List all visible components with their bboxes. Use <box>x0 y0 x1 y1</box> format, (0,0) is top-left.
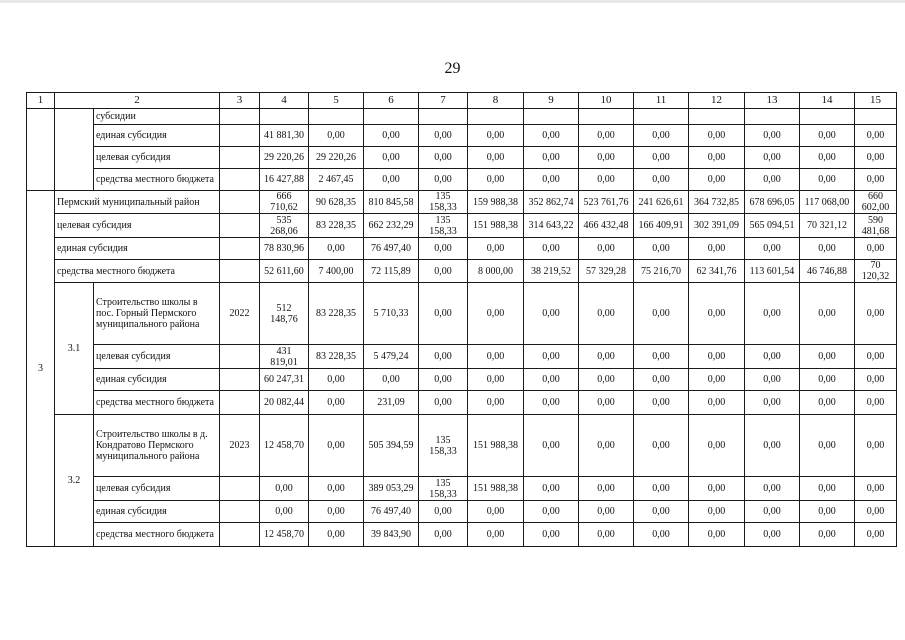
value-cell: 0,00 <box>309 523 364 547</box>
row-label: целевая субсидия <box>94 477 220 501</box>
value-cell: 52 611,60 <box>260 260 309 283</box>
year-cell <box>220 391 260 415</box>
value-cell: 39 843,90 <box>364 523 419 547</box>
table-row <box>27 191 897 214</box>
table-row <box>27 391 897 415</box>
value-cell: 0,00 <box>419 369 468 391</box>
table-row <box>27 109 897 125</box>
value-cell: 0,00 <box>364 369 419 391</box>
row-label: единая субсидия <box>55 238 220 260</box>
value-cell: 0,00 <box>800 125 855 147</box>
value-cell: 0,00 <box>524 477 579 501</box>
value-cell: 83 228,35 <box>309 283 364 345</box>
value-cell: 0,00 <box>634 501 689 523</box>
value-cell: 0,00 <box>689 345 745 369</box>
value-cell: 0,00 <box>419 345 468 369</box>
value-cell: 0,00 <box>689 238 745 260</box>
value-cell: 159 988,38 <box>468 191 524 214</box>
value-cell: 7 400,00 <box>309 260 364 283</box>
value-cell: 0,00 <box>745 369 800 391</box>
value-cell: 0,00 <box>579 283 634 345</box>
value-cell <box>364 109 419 125</box>
value-cell: 0,00 <box>468 345 524 369</box>
table-row <box>27 169 897 191</box>
value-cell: 0,00 <box>579 415 634 477</box>
value-cell: 83 228,35 <box>309 214 364 238</box>
value-cell: 0,00 <box>745 238 800 260</box>
value-cell: 0,00 <box>800 415 855 477</box>
value-cell: 0,00 <box>800 523 855 547</box>
value-cell: 151 988,38 <box>468 214 524 238</box>
value-cell <box>800 109 855 125</box>
value-cell <box>309 109 364 125</box>
value-cell: 0,00 <box>800 147 855 169</box>
table-row <box>27 214 897 238</box>
value-cell: 0,00 <box>855 147 897 169</box>
value-cell: 29 220,26 <box>260 147 309 169</box>
value-cell: 0,00 <box>579 238 634 260</box>
table-row <box>27 369 897 391</box>
value-cell <box>419 109 468 125</box>
value-cell: 0,00 <box>745 147 800 169</box>
row-label: средства местного бюджета <box>94 391 220 415</box>
top-edge <box>0 0 905 3</box>
header-cell: 5 <box>309 93 364 109</box>
value-cell <box>468 109 524 125</box>
value-cell: 0,00 <box>524 147 579 169</box>
row-label: средства местного бюджета <box>94 523 220 547</box>
header-cell: 13 <box>745 93 800 109</box>
value-cell: 0,00 <box>689 501 745 523</box>
value-cell: 0,00 <box>579 501 634 523</box>
value-cell: 0,00 <box>745 125 800 147</box>
value-cell: 0,00 <box>579 169 634 191</box>
row-number-cell <box>55 109 94 191</box>
value-cell: 0,00 <box>309 391 364 415</box>
value-cell: 0,00 <box>800 238 855 260</box>
value-cell: 8 000,00 <box>468 260 524 283</box>
header-cell: 4 <box>260 93 309 109</box>
value-cell: 38 219,52 <box>524 260 579 283</box>
value-cell: 41 881,30 <box>260 125 309 147</box>
value-cell: 135 158,33 <box>419 191 468 214</box>
value-cell: 0,00 <box>855 501 897 523</box>
header-cell: 11 <box>634 93 689 109</box>
value-cell: 0,00 <box>524 415 579 477</box>
value-cell: 0,00 <box>419 391 468 415</box>
table-row <box>27 125 897 147</box>
value-cell: 135 158,33 <box>419 415 468 477</box>
column-number-header <box>27 93 897 109</box>
value-cell: 0,00 <box>468 391 524 415</box>
value-cell <box>579 109 634 125</box>
row-label: Строительство школы в пос. Горный Пермского муниципального района <box>94 283 220 345</box>
table-row <box>27 345 897 369</box>
value-cell: 0,00 <box>634 369 689 391</box>
value-cell: 0,00 <box>364 147 419 169</box>
value-cell: 0,00 <box>634 238 689 260</box>
value-cell: 70 120,32 <box>855 260 897 283</box>
value-cell: 20 082,44 <box>260 391 309 415</box>
value-cell: 0,00 <box>579 523 634 547</box>
value-cell: 0,00 <box>309 238 364 260</box>
value-cell: 70 321,12 <box>800 214 855 238</box>
value-cell: 0,00 <box>364 169 419 191</box>
table-row <box>27 415 897 477</box>
value-cell: 0,00 <box>800 283 855 345</box>
value-cell: 0,00 <box>419 260 468 283</box>
value-cell: 0,00 <box>634 477 689 501</box>
value-cell: 0,00 <box>689 477 745 501</box>
value-cell: 0,00 <box>745 345 800 369</box>
value-cell: 0,00 <box>689 369 745 391</box>
value-cell: 135 158,33 <box>419 214 468 238</box>
value-cell: 0,00 <box>745 169 800 191</box>
value-cell: 76 497,40 <box>364 238 419 260</box>
value-cell: 117 068,00 <box>800 191 855 214</box>
value-cell: 565 094,51 <box>745 214 800 238</box>
year-cell <box>220 238 260 260</box>
value-cell: 0,00 <box>800 501 855 523</box>
row-label: Пермский муниципальный район <box>55 191 220 214</box>
value-cell: 0,00 <box>634 345 689 369</box>
value-cell: 0,00 <box>468 125 524 147</box>
value-cell: 0,00 <box>579 477 634 501</box>
value-cell: 0,00 <box>524 283 579 345</box>
value-cell: 0,00 <box>419 501 468 523</box>
value-cell: 512 148,76 <box>260 283 309 345</box>
value-cell: 113 601,54 <box>745 260 800 283</box>
value-cell: 0,00 <box>745 283 800 345</box>
value-cell: 0,00 <box>579 125 634 147</box>
value-cell: 0,00 <box>689 147 745 169</box>
value-cell: 466 432,48 <box>579 214 634 238</box>
table-row <box>27 523 897 547</box>
value-cell: 29 220,26 <box>309 147 364 169</box>
value-cell: 0,00 <box>855 477 897 501</box>
year-cell <box>220 260 260 283</box>
value-cell: 0,00 <box>419 147 468 169</box>
table-row <box>27 501 897 523</box>
row-label: средства местного бюджета <box>55 260 220 283</box>
row-label: единая субсидия <box>94 501 220 523</box>
value-cell: 151 988,38 <box>468 415 524 477</box>
year-cell <box>220 523 260 547</box>
value-cell: 662 232,29 <box>364 214 419 238</box>
table-row <box>27 147 897 169</box>
header-cell: 1 <box>27 93 55 109</box>
value-cell: 83 228,35 <box>309 345 364 369</box>
value-cell: 0,00 <box>419 523 468 547</box>
value-cell: 0,00 <box>260 501 309 523</box>
value-cell: 0,00 <box>689 391 745 415</box>
value-cell: 0,00 <box>689 283 745 345</box>
year-cell <box>220 169 260 191</box>
value-cell: 0,00 <box>468 523 524 547</box>
year-cell <box>220 125 260 147</box>
header-cell: 7 <box>419 93 468 109</box>
value-cell: 0,00 <box>419 283 468 345</box>
value-cell: 0,00 <box>634 391 689 415</box>
value-cell: 0,00 <box>689 523 745 547</box>
row-label: Строительство школы в д. Кондратово Пермского муниципального района <box>94 415 220 477</box>
value-cell: 0,00 <box>745 477 800 501</box>
year-cell: 2023 <box>220 415 260 477</box>
value-cell: 16 427,88 <box>260 169 309 191</box>
value-cell: 0,00 <box>468 283 524 345</box>
row-label: единая субсидия <box>94 125 220 147</box>
value-cell: 151 988,38 <box>468 477 524 501</box>
value-cell: 535 268,06 <box>260 214 309 238</box>
value-cell: 0,00 <box>855 169 897 191</box>
value-cell: 314 643,22 <box>524 214 579 238</box>
value-cell: 0,00 <box>579 391 634 415</box>
value-cell: 46 746,88 <box>800 260 855 283</box>
year-cell <box>220 369 260 391</box>
value-cell <box>855 109 897 125</box>
value-cell <box>634 109 689 125</box>
value-cell: 0,00 <box>745 415 800 477</box>
value-cell: 0,00 <box>855 345 897 369</box>
value-cell: 0,00 <box>524 345 579 369</box>
value-cell: 0,00 <box>309 501 364 523</box>
value-cell: 0,00 <box>745 523 800 547</box>
value-cell: 0,00 <box>634 283 689 345</box>
row-label: целевая субсидия <box>94 147 220 169</box>
year-cell <box>220 501 260 523</box>
row-label: целевая субсидия <box>55 214 220 238</box>
value-cell: 0,00 <box>309 125 364 147</box>
value-cell: 78 830,96 <box>260 238 309 260</box>
header-cell: 12 <box>689 93 745 109</box>
value-cell: 0,00 <box>309 477 364 501</box>
value-cell: 0,00 <box>579 369 634 391</box>
value-cell: 0,00 <box>579 147 634 169</box>
value-cell: 0,00 <box>524 369 579 391</box>
value-cell: 0,00 <box>855 415 897 477</box>
value-cell: 431 819,01 <box>260 345 309 369</box>
value-cell: 0,00 <box>800 369 855 391</box>
value-cell: 0,00 <box>524 125 579 147</box>
value-cell: 0,00 <box>800 345 855 369</box>
value-cell: 660 602,00 <box>855 191 897 214</box>
value-cell: 0,00 <box>468 238 524 260</box>
budget-table <box>26 92 897 547</box>
table-row <box>27 260 897 283</box>
header-cell: 6 <box>364 93 419 109</box>
value-cell <box>260 109 309 125</box>
value-cell: 0,00 <box>855 369 897 391</box>
value-cell: 0,00 <box>689 125 745 147</box>
value-cell: 810 845,58 <box>364 191 419 214</box>
year-cell: 2022 <box>220 283 260 345</box>
table-row <box>27 477 897 501</box>
table-row <box>27 283 897 345</box>
value-cell: 0,00 <box>689 169 745 191</box>
value-cell: 5 479,24 <box>364 345 419 369</box>
value-cell: 12 458,70 <box>260 415 309 477</box>
header-cell: 10 <box>579 93 634 109</box>
value-cell: 57 329,28 <box>579 260 634 283</box>
value-cell: 666 710,62 <box>260 191 309 214</box>
row-label: субсидии <box>94 109 220 125</box>
row-number-cell <box>27 109 55 191</box>
value-cell: 0,00 <box>524 169 579 191</box>
value-cell: 0,00 <box>855 391 897 415</box>
page-number: 29 <box>444 60 461 77</box>
value-cell: 241 626,61 <box>634 191 689 214</box>
value-cell: 60 247,31 <box>260 369 309 391</box>
value-cell: 0,00 <box>745 501 800 523</box>
value-cell: 2 467,45 <box>309 169 364 191</box>
value-cell: 0,00 <box>309 369 364 391</box>
value-cell: 678 696,05 <box>745 191 800 214</box>
value-cell: 590 481,68 <box>855 214 897 238</box>
value-cell: 231,09 <box>364 391 419 415</box>
row-number-cell: 3.1 <box>55 283 94 415</box>
value-cell <box>745 109 800 125</box>
value-cell: 0,00 <box>855 523 897 547</box>
value-cell: 166 409,91 <box>634 214 689 238</box>
value-cell: 352 862,74 <box>524 191 579 214</box>
year-cell <box>220 477 260 501</box>
value-cell: 505 394,59 <box>364 415 419 477</box>
value-cell: 0,00 <box>524 238 579 260</box>
value-cell: 0,00 <box>800 477 855 501</box>
year-cell <box>220 345 260 369</box>
year-cell <box>220 191 260 214</box>
row-number-cell: 3.2 <box>55 415 94 547</box>
header-cell: 8 <box>468 93 524 109</box>
value-cell: 0,00 <box>800 169 855 191</box>
year-cell <box>220 147 260 169</box>
value-cell: 0,00 <box>855 125 897 147</box>
value-cell: 0,00 <box>468 369 524 391</box>
value-cell: 389 053,29 <box>364 477 419 501</box>
value-cell: 0,00 <box>634 523 689 547</box>
value-cell: 0,00 <box>309 415 364 477</box>
value-cell: 302 391,09 <box>689 214 745 238</box>
value-cell: 72 115,89 <box>364 260 419 283</box>
row-number-cell: 3 <box>27 191 55 547</box>
value-cell: 62 341,76 <box>689 260 745 283</box>
value-cell: 0,00 <box>419 125 468 147</box>
value-cell: 0,00 <box>364 125 419 147</box>
row-label: целевая субсидия <box>94 345 220 369</box>
value-cell: 0,00 <box>634 169 689 191</box>
year-cell <box>220 214 260 238</box>
value-cell: 0,00 <box>260 477 309 501</box>
header-cell: 9 <box>524 93 579 109</box>
value-cell: 0,00 <box>800 391 855 415</box>
year-cell <box>220 109 260 125</box>
value-cell: 90 628,35 <box>309 191 364 214</box>
header-cell: 2 <box>55 93 220 109</box>
value-cell <box>689 109 745 125</box>
header-cell: 15 <box>855 93 897 109</box>
value-cell: 5 710,33 <box>364 283 419 345</box>
value-cell: 0,00 <box>634 415 689 477</box>
header-cell: 3 <box>220 93 260 109</box>
value-cell: 0,00 <box>745 391 800 415</box>
value-cell <box>524 109 579 125</box>
row-label: единая субсидия <box>94 369 220 391</box>
table-row <box>27 238 897 260</box>
value-cell: 0,00 <box>524 391 579 415</box>
value-cell: 0,00 <box>468 169 524 191</box>
value-cell: 0,00 <box>419 169 468 191</box>
header-cell: 14 <box>800 93 855 109</box>
value-cell: 135 158,33 <box>419 477 468 501</box>
value-cell: 0,00 <box>468 147 524 169</box>
value-cell: 523 761,76 <box>579 191 634 214</box>
value-cell: 0,00 <box>634 147 689 169</box>
row-label: средства местного бюджета <box>94 169 220 191</box>
value-cell: 0,00 <box>468 501 524 523</box>
value-cell: 0,00 <box>855 283 897 345</box>
value-cell: 0,00 <box>419 238 468 260</box>
value-cell: 12 458,70 <box>260 523 309 547</box>
value-cell: 0,00 <box>579 345 634 369</box>
value-cell: 76 497,40 <box>364 501 419 523</box>
value-cell: 75 216,70 <box>634 260 689 283</box>
value-cell: 0,00 <box>524 523 579 547</box>
value-cell: 0,00 <box>524 501 579 523</box>
value-cell: 0,00 <box>855 238 897 260</box>
value-cell: 0,00 <box>689 415 745 477</box>
value-cell: 0,00 <box>634 125 689 147</box>
value-cell: 364 732,85 <box>689 191 745 214</box>
